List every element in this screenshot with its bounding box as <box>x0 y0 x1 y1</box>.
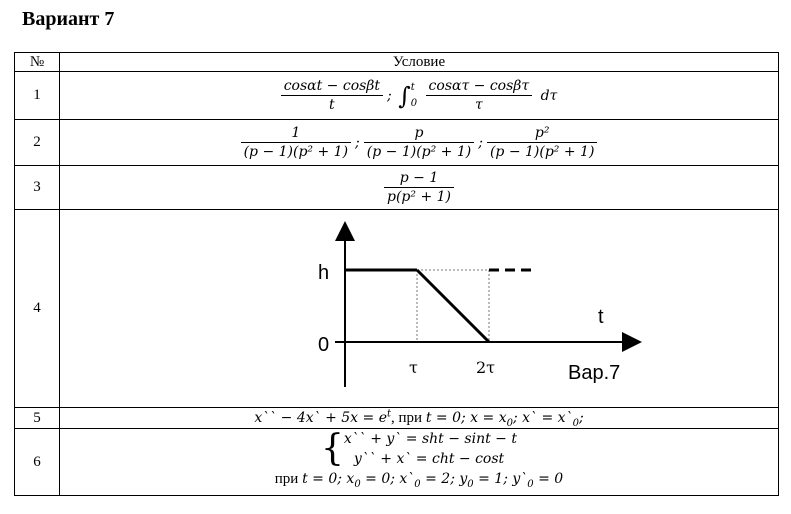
separator: ; <box>387 87 392 104</box>
exponent: t <box>387 408 392 419</box>
integral-lower: 0 <box>410 97 418 109</box>
fraction <box>426 77 533 114</box>
fraction <box>281 77 383 114</box>
row-number: 5 <box>15 408 60 429</box>
label-2tau: 2τ <box>476 357 496 377</box>
separator: ; <box>478 134 483 151</box>
row-4-condition <box>60 210 779 408</box>
equation-system <box>321 429 517 469</box>
denominator: (p − 1)(p² + 1) <box>487 142 597 161</box>
condition: = 0 <box>533 471 564 488</box>
subscript: 0 <box>527 479 534 491</box>
numerator: p <box>414 125 424 141</box>
label-variant: Вар.7 <box>568 361 621 384</box>
fraction <box>364 124 474 161</box>
table-header-row <box>15 53 779 72</box>
table-row-6 <box>15 429 779 496</box>
denominator: τ <box>426 95 533 114</box>
header-condition: Условие <box>60 53 779 72</box>
condition: t = 0; x <box>302 471 355 488</box>
row-number: 4 <box>15 210 60 408</box>
label-h: h <box>318 261 330 284</box>
condition: = 0; x` <box>360 471 415 488</box>
separator: ; <box>355 134 360 151</box>
row-5-condition <box>60 408 779 429</box>
condition: = 2; y <box>420 471 468 488</box>
row-number: 2 <box>15 120 60 166</box>
denominator: p(p² + 1) <box>384 187 454 206</box>
page-title: Вариант 7 <box>22 8 115 30</box>
system-line-1: x`` + y` = sht − sint − t <box>343 431 517 448</box>
table-row-4 <box>15 210 779 408</box>
denominator: t <box>281 95 383 114</box>
row-number: 6 <box>15 429 60 496</box>
condition-prefix: при <box>274 471 303 488</box>
row-2-condition <box>60 120 779 166</box>
row-1-condition <box>60 72 779 120</box>
condition-prefix: , при <box>391 409 426 426</box>
row-number: 1 <box>15 72 60 120</box>
system-line-2: y`` + x` = cht − cost <box>353 451 505 468</box>
table-row-3 <box>15 166 779 210</box>
numerator: 1 <box>291 125 301 141</box>
table-row-1 <box>15 72 779 120</box>
numerator: p² <box>534 125 550 141</box>
numerator: cosαt − cosβt <box>283 78 381 94</box>
header-num: № <box>15 53 60 72</box>
step-function-graph <box>250 219 621 399</box>
graph-segment-2 <box>417 270 489 342</box>
denominator: (p − 1)(p² + 1) <box>241 142 351 161</box>
row-3-condition <box>60 166 779 210</box>
differential: dτ <box>540 87 558 104</box>
system-brace: { <box>321 428 344 470</box>
subscript: 0 <box>467 479 474 491</box>
label-tau: τ <box>409 357 418 377</box>
row-6-condition <box>60 429 779 496</box>
integral-limits <box>411 80 417 112</box>
numerator: p − 1 <box>399 170 439 186</box>
table-row-5 <box>15 408 779 429</box>
subscript: 0 <box>414 479 421 491</box>
row-number: 3 <box>15 166 60 210</box>
condition: t = 0; x = x <box>425 409 507 426</box>
integral-sign: ∫ <box>398 81 411 110</box>
fraction <box>487 124 597 161</box>
variant-table <box>14 52 779 496</box>
subscript: 0 <box>354 479 361 491</box>
label-t: t <box>598 305 604 328</box>
numerator: cosατ − cosβτ <box>428 78 530 94</box>
condition: = 1; y` <box>473 471 528 488</box>
integral-upper: t <box>410 81 415 93</box>
equation: x`` − 4x` + 5x = e <box>254 409 387 426</box>
label-zero: 0 <box>318 333 330 356</box>
subscript: 0 <box>572 417 579 429</box>
subscript: 0 <box>506 417 513 429</box>
denominator: (p − 1)(p² + 1) <box>364 142 474 161</box>
fraction <box>241 124 351 161</box>
fraction <box>384 169 454 206</box>
table-row-2 <box>15 120 779 166</box>
condition: ; x` = x` <box>512 409 573 426</box>
terminator: ; <box>578 409 584 426</box>
